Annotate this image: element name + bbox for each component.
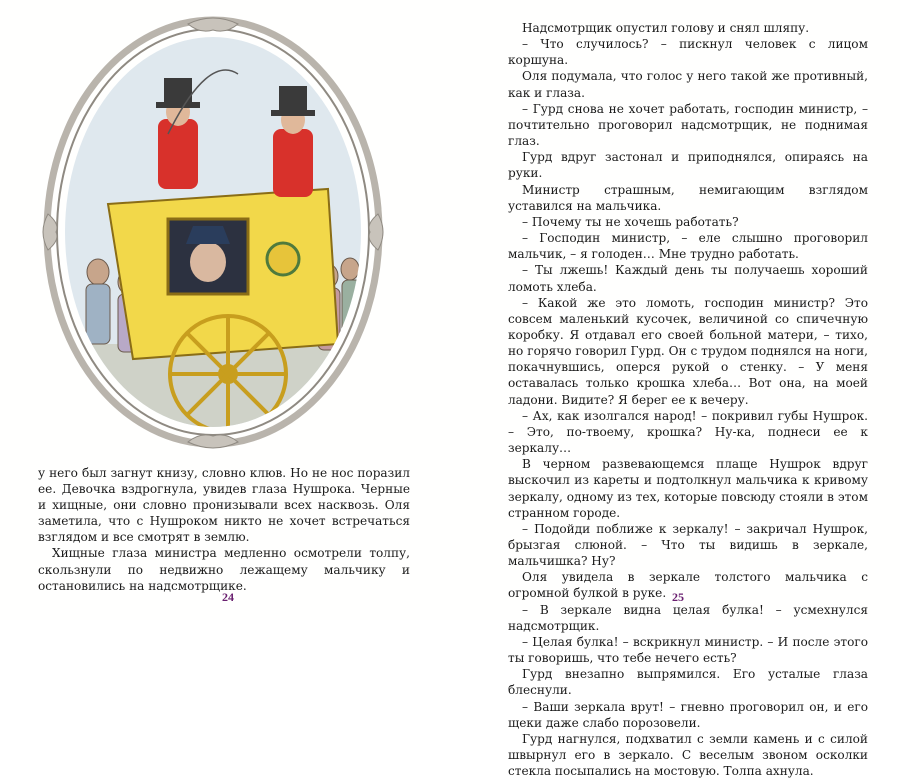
paragraph: Оля увидела в зеркале толстого мальчика с огромной булкой в руке. bbox=[508, 570, 868, 601]
left-page bbox=[0, 0, 450, 620]
paragraph: Гурд внезапно выпрямился. Его усталые глаза блеснули. bbox=[508, 667, 868, 698]
page-number-right: 25 bbox=[672, 590, 684, 604]
frame-ornament-right bbox=[369, 214, 383, 250]
paragraph: В черном развевающемся плаще Нушрок вдруг выскочил из кареты и подтолкнул мальчика к кривому зеркалу, одному из тех, которые повсюду стояли в этом странном городе. bbox=[508, 457, 868, 520]
paragraph: – Господин министр, – еле слышно проговорил мальчик, – я голоден… Мне трудно работать. bbox=[508, 231, 868, 262]
paragraph: – Ах, как изолгался народ! – покривил губы Нушрок. – Это, по-твоему, крошка? Ну-ка, поднеси ее к зеркалу… bbox=[508, 408, 868, 456]
paragraph: – Ты лжешь! Каждый день ты получаешь хороший ломоть хлеба. bbox=[508, 263, 868, 294]
left-page-text bbox=[38, 465, 410, 594]
paragraph: Надсмотрщик опустил голову и снял шляпу. bbox=[522, 21, 810, 35]
paragraph: – Гурд снова не хочет работать, господин министр, – почтительно проговорил надсмотрщик, не поднимая глаз. bbox=[508, 101, 868, 149]
paragraph: – Какой же это ломоть, господин министр? Это совсем маленький кусочек, величиной со спичечную коробку. Я отдавал его своей больной матери, – тихо, но горячо говорил Гурд. Он с трудом поднялся на ноги, покачнувшись, оперся рукой о стенку. – У меня оставалась только крошка хлеба… Вот она, на моей ладони. Видите? Я берег ее к вечеру. bbox=[508, 295, 868, 407]
right-page-text bbox=[508, 20, 868, 779]
paragraph: Гурд нагнулся, подхватил с земли камень и с силой швырнул его в зеркало. С веселым звоном осколки стекла посыпались на мостовую. Толпа ахнула. bbox=[508, 731, 868, 779]
carriage-emblem bbox=[267, 243, 299, 275]
paragraph: Хищные глаза министра медленно осмотрели толпу, скользнули по недвижно лежащему мальчику и остановились на надсмотрщике. bbox=[38, 546, 410, 593]
paragraph: – Подойди поближе к зеркалу! – закричал Нушрок, брызгая слюной. – Что ты видишь в зеркале, мальчишка? Ну? bbox=[508, 521, 868, 569]
page-number-left: 24 bbox=[222, 590, 234, 604]
paragraph: Гурд вдруг застонал и приподнялся, опираясь на руки. bbox=[508, 150, 868, 181]
paragraph: – Почему ты не хочешь работать? bbox=[522, 214, 739, 229]
paragraph: – Что случилось? – пискнул человек с лицом коршуна. bbox=[508, 37, 868, 68]
paragraph: – В зеркале видна целая булка! – усмехнулся надсмотрщик. bbox=[508, 602, 868, 633]
carriage-illustration bbox=[38, 14, 388, 452]
paragraph: у него был загнут книзу, словно клюв. Но не нос поразил ее. Девочка вздрогнула, увидев глаза Нушрока. Черные и хищные, они словно пронизывали всех насквозь. Оля заметила, что с Нушроком никто не хочет встречаться взглядом и все смотрят в землю. bbox=[38, 466, 410, 545]
right-page bbox=[450, 0, 900, 779]
paragraph: Министр страшным, немигающим взглядом уставился на мальчика. bbox=[508, 182, 868, 213]
paragraph: Оля подумала, что голос у него такой же противный, как и глаза. bbox=[508, 69, 868, 100]
carriage-wheel bbox=[170, 316, 286, 432]
frame-ornament-left bbox=[43, 214, 57, 250]
paragraph: – Целая булка! – вскрикнул министр. – И после этого ты говоришь, что тебе нечего есть? bbox=[508, 634, 868, 666]
paragraph: – Ваши зеркала врут! – гневно проговорил он, и его щеки даже слабо порозовели. bbox=[508, 699, 868, 730]
